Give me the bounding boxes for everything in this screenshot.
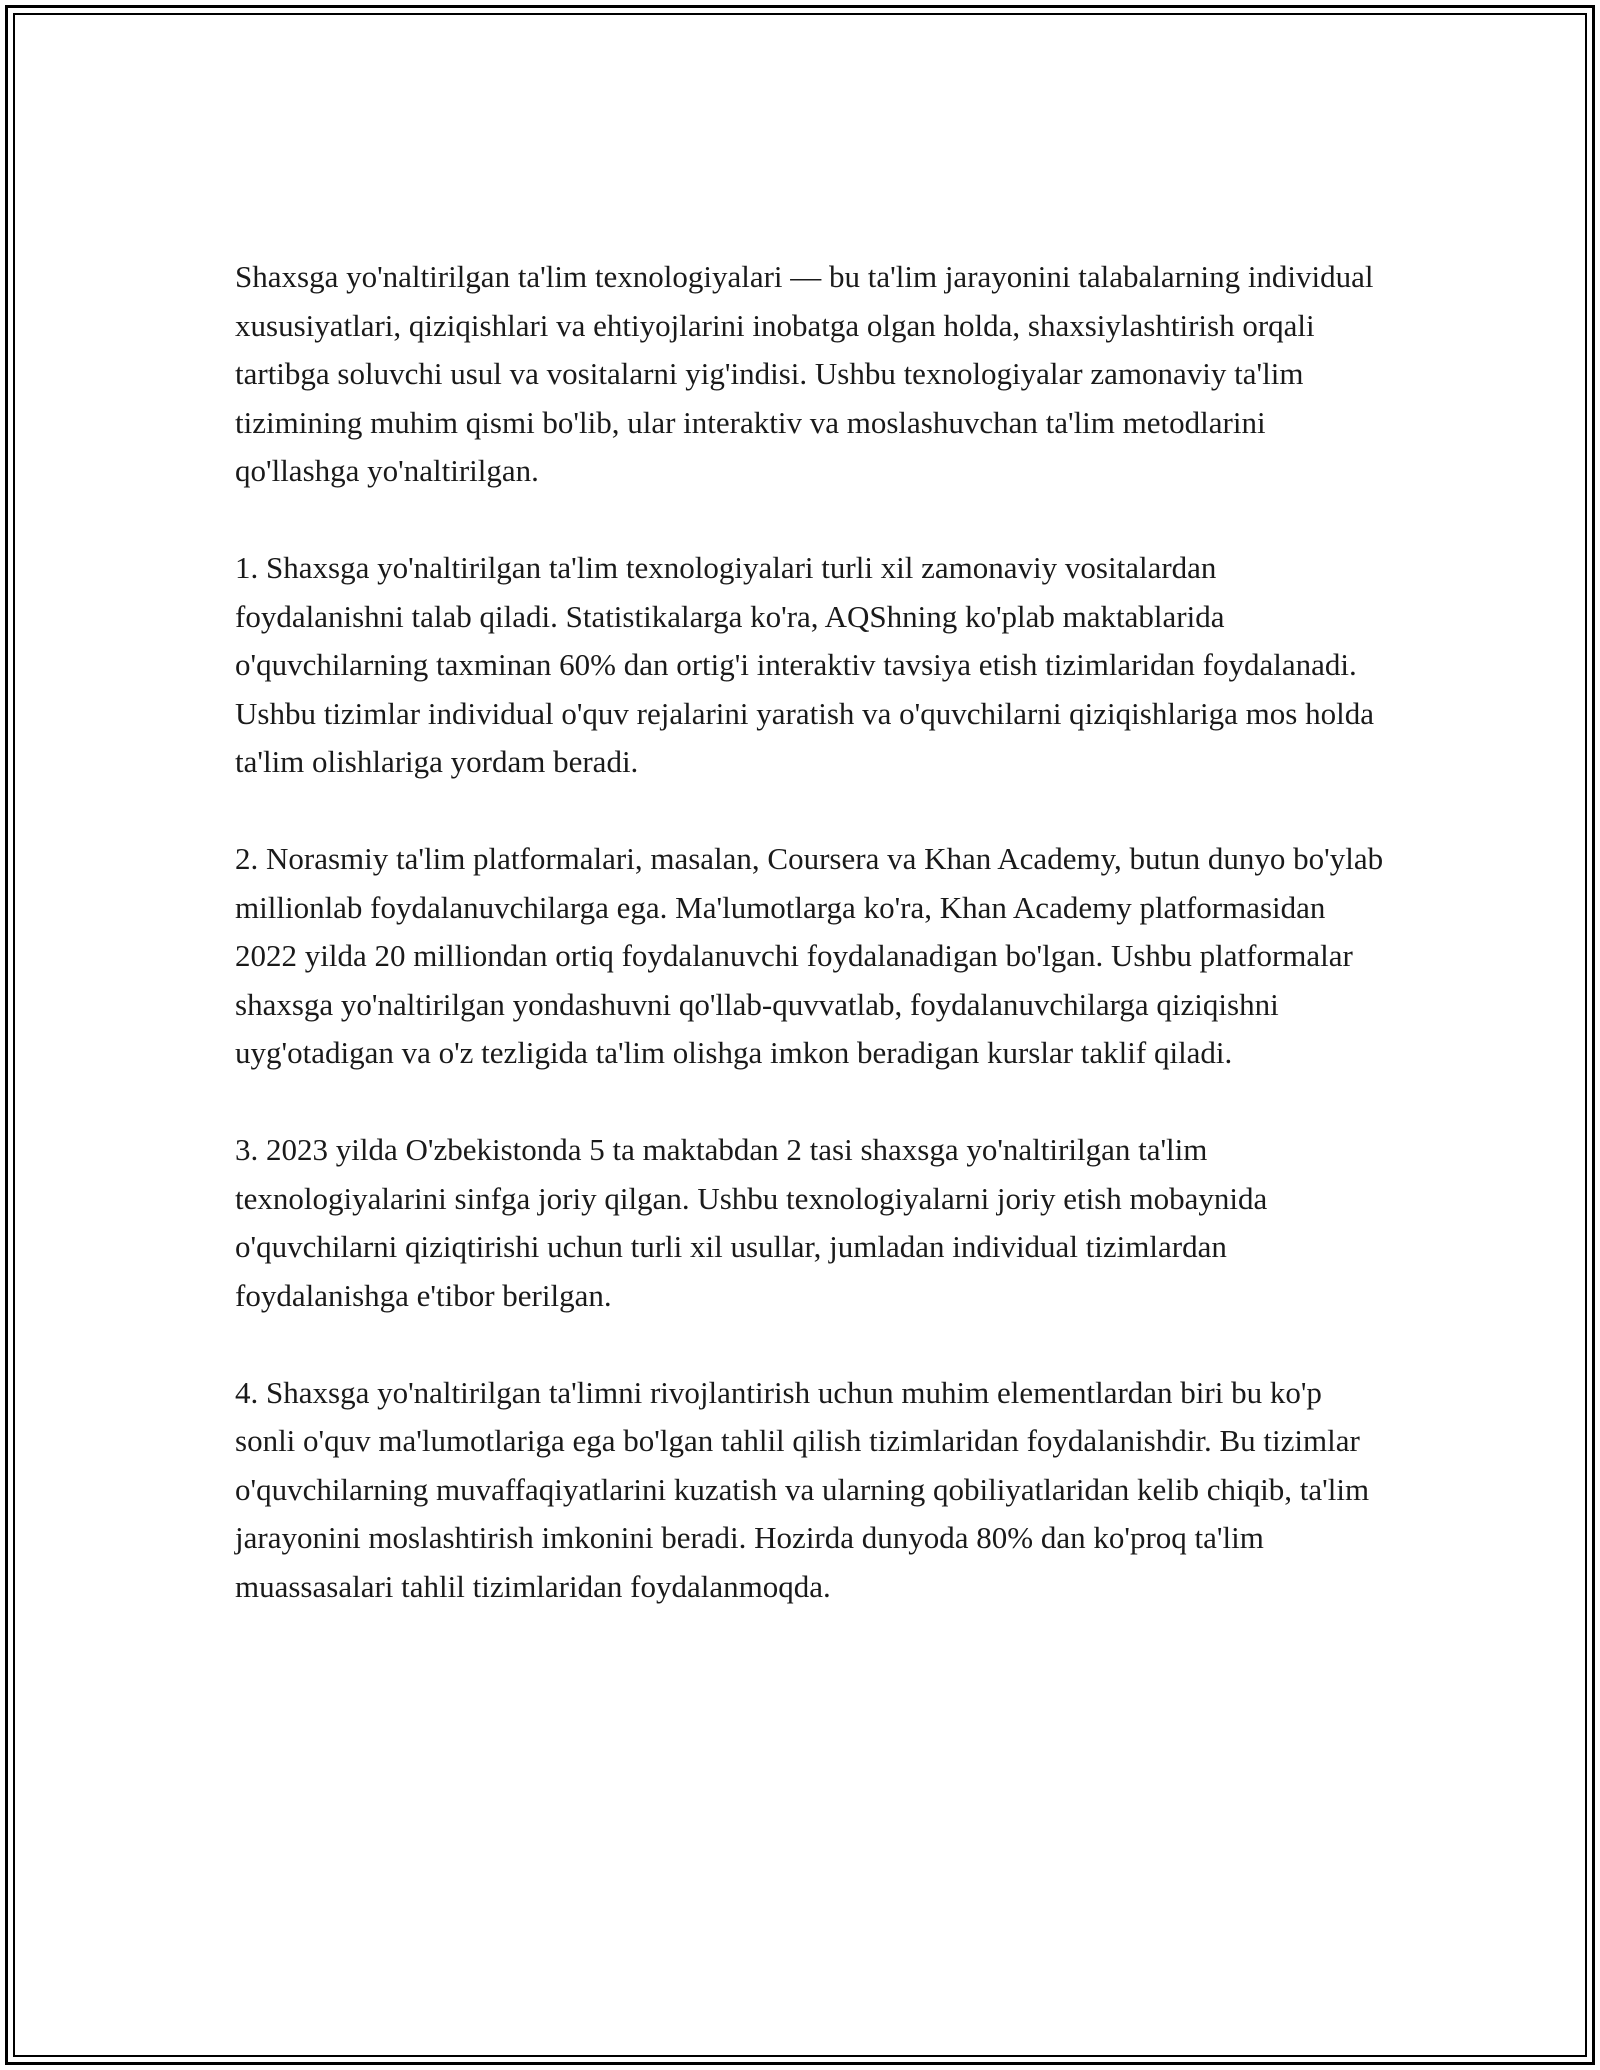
point-3-paragraph: 3. 2023 yilda O'zbekistonda 5 ta maktabdan 2 tasi shaxsga yo'naltirilgan ta'lim texnologiyalarini sinfga joriy qilgan. Ushbu texnologiyalarni joriy etish mobaynida o'quvchilarni qiziqtirishi uchun turli xil usullar, jumladan individual tizimlardan foydalanishga e'tibor berilgan. <box>235 1132 1268 1313</box>
document-body <box>235 253 1385 1611</box>
point-2-paragraph: 2. Norasmiy ta'lim platformalari, masalan, Coursera va Khan Academy, butun dunyo bo'ylab millionlab foydalanuvchilarga ega. Ma'lumotlarga ko'ra, Khan Academy platformasidan 2022 yilda 20 milliondan ortiq foydalanuvchi foydalanadigan bo'lgan. Ushbu platformalar shaxsga yo'naltirilgan yondashuvni qo'llab-quvvatlab, foydalanuvchilarga qiziqishni uyg'otadigan va o'z tezligida ta'lim olishga imkon beradigan kurslar taklif qiladi. <box>235 841 1384 1070</box>
point-4-paragraph: 4. Shaxsga yo'naltirilgan ta'limni rivojlantirish uchun muhim elementlardan biri bu ko'p sonli o'quv ma'lumotlariga ega bo'lgan tahlil qilish tizimlaridan foydalanishdir. Bu tizimlar o'quvchilarning muvaffaqiyatlarini kuzatish va ularning qobiliyatlaridan kelib chiqib, ta'lim jarayonini moslashtirish imkonini beradi. Hozirda dunyoda 80% dan ko'proq ta'lim muassasalari tahlil tizimlaridan foydalanmoqda. <box>235 1374 1370 1604</box>
intro-paragraph: Shaxsga yo'naltirilgan ta'lim texnologiyalari — bu ta'lim jarayonini talabalarning individual xususiyatlari, qiziqishlari va ehtiyojlarini inobatga olgan holda, shaxsiylashtirish orqali tartibga soluvchi usul va vositalarni yig'indisi. Ushbu texnologiyalar zamonaviy ta'lim tizimining muhim qismi bo'lib, ular interaktiv va moslashuvchan ta'lim metodlarini qo'llashga yo'naltirilgan. <box>235 259 1374 488</box>
point-1-paragraph: 1. Shaxsga yo'naltirilgan ta'lim texnologiyalari turli xil zamonaviy vositalardan foydalanishni talab qiladi. Statistikalarga ko'ra, AQShning ko'plab maktablarida o'quvchilarning taxminan 60% dan ortig'i interaktiv tavsiya etish tizimlaridan foydalanadi. Ushbu tizimlar individual o'quv rejalarini yaratish va o'quvchilarni qiziqishlariga mos holda ta'lim olishlariga yordam beradi. <box>235 550 1374 779</box>
